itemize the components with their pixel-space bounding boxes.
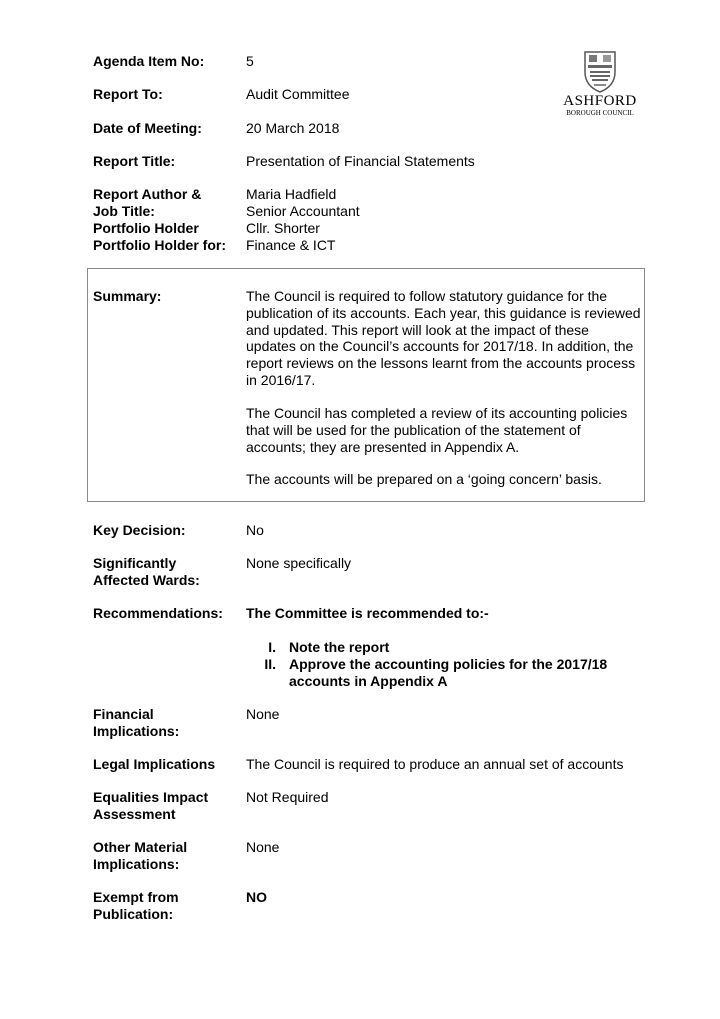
summary-para-1: The Council is required to follow statutory guidance for the publication of its accounts. Each year, this guidance is reviewed and updated. This report will look at the impact of these updates on the Council’s accounts for 2017/18. In addition, the report reviews on the lessons learnt from the accounts process in 2016/17. xyxy=(246,288,641,388)
summary-para-2: The Council has completed a review of its accounting policies that will be used for the publication of the statement of accounts; they are presented in Appendix A. xyxy=(246,405,628,455)
author-value-3: Cllr. Shorter xyxy=(246,220,320,236)
agenda-item-value: 5 xyxy=(246,53,254,69)
financial-label-1: Financial xyxy=(93,706,154,722)
agenda-item-label: Agenda Item No: xyxy=(93,53,205,69)
author-label-2: Job Title: xyxy=(93,203,155,219)
author-label-3: Portfolio Holder xyxy=(93,220,199,236)
council-logo xyxy=(560,50,640,120)
exempt-label-2: Publication: xyxy=(93,906,174,922)
equalities-label-1: Equalities Impact xyxy=(93,789,209,805)
recommendations-intro: The Committee is recommended to:- xyxy=(246,605,489,621)
report-to-label: Report To: xyxy=(93,86,163,102)
author-value-4: Finance & ICT xyxy=(246,237,336,253)
wards-value: None specifically xyxy=(246,555,352,571)
legal-label: Legal Implications xyxy=(93,756,216,772)
recommendations-label: Recommendations: xyxy=(93,605,223,621)
recommendation-text: Approve the accounting policies for the 2017/18 accounts in Appendix A xyxy=(289,656,608,689)
summary-label: Summary: xyxy=(93,288,162,304)
wards-label-1: Significantly xyxy=(93,555,177,571)
author-label-4: Portfolio Holder for: xyxy=(93,237,226,253)
recommendation-number: II. xyxy=(264,656,276,672)
author-value-1: Maria Hadfield xyxy=(246,186,337,202)
summary-para-3: The accounts will be prepared on a ‘going concern’ basis. xyxy=(246,471,602,487)
report-to-value: Audit Committee xyxy=(246,86,350,102)
exempt-value: NO xyxy=(246,889,267,905)
exempt-label-1: Exempt from xyxy=(93,889,179,905)
logo-sub: BOROUGH COUNCIL xyxy=(566,109,634,117)
financial-label-2: Implications: xyxy=(93,723,180,739)
other-value: None xyxy=(246,839,280,855)
crest-icon xyxy=(560,50,640,94)
report-title-label: Report Title: xyxy=(93,153,176,169)
equalities-label-2: Assessment xyxy=(93,806,176,822)
recommendation-text: Note the report xyxy=(289,639,390,655)
equalities-value: Not Required xyxy=(246,789,329,805)
author-label-1: Report Author & xyxy=(93,186,202,202)
recommendation-number: I. xyxy=(268,639,276,655)
financial-value: None xyxy=(246,706,280,722)
date-label: Date of Meeting: xyxy=(93,120,202,136)
key-decision-label: Key Decision: xyxy=(93,522,186,538)
date-value: 20 March 2018 xyxy=(246,120,340,136)
other-label-2: Implications: xyxy=(93,856,180,872)
report-title-value: Presentation of Financial Statements xyxy=(246,153,475,169)
legal-value: The Council is required to produce an annual set of accounts xyxy=(246,756,624,772)
author-value-2: Senior Accountant xyxy=(246,203,360,219)
other-label-1: Other Material xyxy=(93,839,188,855)
wards-label-2: Affected Wards: xyxy=(93,572,200,588)
key-decision-value: No xyxy=(246,522,264,538)
logo-name: ASHFORD xyxy=(563,93,637,109)
